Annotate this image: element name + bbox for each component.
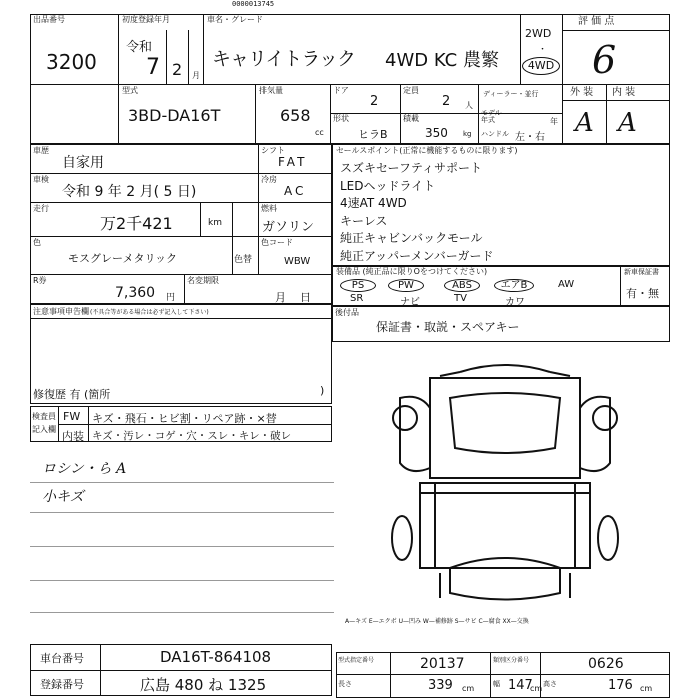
interior-insp-label: 内装 <box>62 430 84 443</box>
load-unit: kg <box>463 130 472 138</box>
name-label: 車名・グレード <box>207 15 263 24</box>
score-label: 評 価 点 <box>578 16 615 27</box>
chassis-label: 車台番号 <box>40 652 84 665</box>
capacity-unit: 人 <box>465 101 473 110</box>
exterior-score: A <box>575 108 594 138</box>
manual-label: 新車保証書 <box>624 268 659 276</box>
equip-airbag: エアB <box>494 279 534 292</box>
inspection-label: 車検 <box>33 175 49 184</box>
interior-insp-items: キズ・汚レ・コゲ・穴・スレ・キレ・破レ <box>92 430 292 442</box>
vehicle-name: キャリイトラック <box>212 48 356 70</box>
shape-label: 形状 <box>333 114 349 123</box>
exterior-label: 外 装 <box>570 87 594 98</box>
era: 令和 <box>126 40 153 55</box>
notes-sublabel: (不具合等がある場合は必ず記入して下さい) <box>90 309 209 316</box>
equip-pw: PW <box>388 279 424 292</box>
color-label: 色 <box>33 238 41 247</box>
recycle-value: 7,360 <box>115 285 156 301</box>
reg-value: 広島 480 ね 1325 <box>140 676 267 694</box>
manual-value: 有・無 <box>626 287 659 300</box>
mileage-value: 万2千421 <box>100 214 173 233</box>
sales-point-item: LEDヘッドライト <box>340 178 436 193</box>
equip-aw: AW <box>558 279 575 290</box>
height-value: 176 <box>608 678 633 693</box>
interior-label: 内 装 <box>612 87 636 98</box>
height-unit: cm <box>640 684 653 693</box>
length-label: 長さ <box>338 680 352 688</box>
truck-bed <box>420 483 590 568</box>
mileage-label: 走行 <box>33 204 49 213</box>
doors-value: 2 <box>370 94 379 109</box>
inspector-label-1: 検査員 <box>32 412 56 421</box>
capacity-label: 定員 <box>403 86 419 95</box>
shape-value: ヒラB <box>358 128 388 141</box>
fuel-label: 燃料 <box>261 204 277 213</box>
width-label: 幅 <box>493 680 500 688</box>
left-mirror <box>393 406 417 430</box>
sales-points-label: セールスポイント(正常に機能するものに限ります) <box>336 146 518 155</box>
drive-2wd: 2WD <box>525 27 552 40</box>
car-diagram <box>380 358 630 608</box>
name-change-value: 月 日 <box>275 291 311 304</box>
height-label: 高さ <box>543 680 557 688</box>
model-cert-value: 20137 <box>420 656 465 672</box>
equip-abs: ABS <box>444 279 480 292</box>
sales-points-list <box>340 160 493 265</box>
load-value: 350 <box>425 126 448 140</box>
color-code-value: WBW <box>284 256 311 267</box>
color-code-label: 色コード <box>261 238 293 247</box>
handwritten-note-1: ロシン・ら A <box>42 461 127 477</box>
month-unit: 月 <box>192 71 200 80</box>
equip-kawa: カワ <box>505 297 525 308</box>
length-unit: cm <box>462 684 475 693</box>
displacement-value: 658 <box>280 106 311 125</box>
model-year-label: モデル年式 <box>481 109 502 124</box>
handle-label: ハンドル <box>481 130 509 138</box>
equipment-label: 装備品 (純正品に限りOをつけてください) <box>336 267 488 276</box>
inspector-label-2: 記入欄 <box>32 425 56 434</box>
sales-point-item: キーレス <box>340 213 388 228</box>
reg-month: 2 <box>172 60 183 79</box>
displacement-unit: cc <box>315 128 324 137</box>
name-change-label: 名変期限 <box>187 276 219 285</box>
inspection-value: 令和 9 年 2 月( 5 日) <box>62 184 197 200</box>
drive-4wd: 4WD <box>522 57 560 75</box>
model-label: 型式 <box>122 86 138 95</box>
model-value: 3BD-DA16T <box>128 106 221 125</box>
sales-point-item: 純正アッパーメンバーガード <box>340 248 494 263</box>
right-mirror <box>593 406 617 430</box>
reg-label: 登録番号 <box>40 678 84 691</box>
length-value: 339 <box>428 678 453 693</box>
recycle-label: R券 <box>33 276 47 285</box>
left-door <box>400 397 430 471</box>
right-door <box>580 397 610 471</box>
model-year-unit: 年 <box>550 117 558 126</box>
rear-right-wheel <box>598 516 618 560</box>
lot-label: 出品番号 <box>33 15 65 24</box>
sales-point-item: スズキセーフティサポート <box>340 161 482 175</box>
shift-value: FAT <box>278 155 308 169</box>
load-label: 積載 <box>403 114 419 123</box>
usage-value: 自家用 <box>62 155 104 171</box>
damage-legend: A—キズ E—エクボ U—凹み W—補修跡 S—サビ C—腐食 XX—交換 <box>345 618 529 625</box>
accessories-value: 保証書・取説・スペアキー <box>376 320 520 334</box>
doc-number: 0000013745 <box>232 0 275 8</box>
recycle-unit: 円 <box>166 293 176 303</box>
top-section <box>30 14 670 144</box>
sales-point-item: 4速AT 4WD <box>340 196 407 210</box>
fw-label: FW <box>63 410 81 423</box>
vehicle-grade: 4WD KC 農繁 <box>385 50 499 71</box>
score-value: 6 <box>592 38 617 82</box>
rear-left-wheel <box>392 516 412 560</box>
color-change-label: 色替 <box>234 255 253 265</box>
dealer-label: ディーラー・並行 <box>483 90 539 98</box>
fuel-value: ガソリン <box>262 220 315 235</box>
category-value: 0626 <box>588 656 624 672</box>
notes-label: 注意事項申告欄 <box>33 307 89 316</box>
displacement-label: 排気量 <box>259 86 283 95</box>
category-label: 類別区分番号 <box>493 657 530 664</box>
usage-label: 車歴 <box>33 146 49 155</box>
handwritten-note-2: 小キズ <box>42 489 84 505</box>
equip-sr: SR <box>350 293 364 304</box>
handle-value: 左・右 <box>515 132 545 143</box>
model-cert-label: 型式指定番号 <box>338 657 375 664</box>
doors-label: ドア <box>333 86 349 95</box>
interior-score: A <box>618 108 637 138</box>
sales-point-item: 純正キャビンバックモール <box>340 231 483 245</box>
rear-gate <box>450 558 560 600</box>
equip-ps: PS <box>340 279 376 292</box>
front-bumper <box>460 365 550 372</box>
ac-label: 冷房 <box>261 175 277 184</box>
lot-value: 3200 <box>46 50 97 74</box>
width-value: 147 <box>508 678 533 693</box>
windshield <box>450 393 560 453</box>
equip-navi: ナビ <box>400 297 420 308</box>
capacity-value: 2 <box>442 94 451 109</box>
width-unit: cm <box>530 684 543 693</box>
shift-label: シフト <box>261 146 285 155</box>
accessories-label: 後付品 <box>335 308 359 317</box>
reg-year: 7 <box>146 55 160 80</box>
fw-items: キズ・飛石・ヒビ割・リペア跡・×替 <box>92 412 277 425</box>
color-value: モスグレーメタリック <box>68 252 178 265</box>
equip-tv: TV <box>454 293 467 304</box>
repair-history: 修復歴 有 (箇所 <box>33 388 111 401</box>
mileage-unit: km <box>208 218 222 228</box>
chassis-value: DA16T-864108 <box>160 648 272 666</box>
first-reg-label: 初度登録年月 <box>122 15 170 24</box>
ac-value: AC <box>284 184 307 198</box>
